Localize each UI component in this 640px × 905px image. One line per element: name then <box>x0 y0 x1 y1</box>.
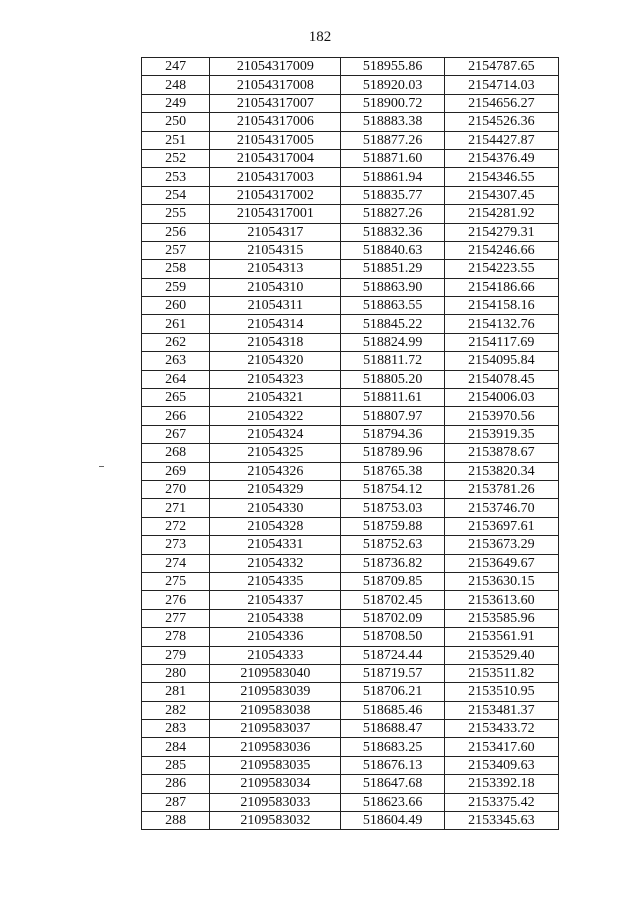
table-row <box>142 76 559 94</box>
table-row <box>142 646 559 664</box>
y-coordinate-cell: 2154132.76 <box>444 315 558 333</box>
y-coordinate-cell: 2153613.60 <box>444 591 558 609</box>
x-coordinate-cell: 518955.86 <box>341 58 444 76</box>
y-coordinate-cell: 2154279.31 <box>444 223 558 241</box>
x-coordinate-cell: 518724.44 <box>341 646 444 664</box>
point-id-cell: 21054311 <box>210 297 341 315</box>
x-coordinate-cell: 518688.47 <box>341 720 444 738</box>
x-coordinate-cell: 518709.85 <box>341 572 444 590</box>
row-number-cell: 273 <box>142 536 210 554</box>
table-row <box>142 812 559 830</box>
row-number-cell: 263 <box>142 352 210 370</box>
table-row <box>142 738 559 756</box>
x-coordinate-cell: 518863.90 <box>341 278 444 296</box>
y-coordinate-cell: 2153511.82 <box>444 664 558 682</box>
y-coordinate-cell: 2153781.26 <box>444 480 558 498</box>
y-coordinate-cell: 2154078.45 <box>444 370 558 388</box>
x-coordinate-cell: 518832.36 <box>341 223 444 241</box>
point-id-cell: 21054324 <box>210 425 341 443</box>
x-coordinate-cell: 518706.21 <box>341 683 444 701</box>
point-id-cell: 21054333 <box>210 646 341 664</box>
table-row <box>142 628 559 646</box>
point-id-cell: 21054337 <box>210 591 341 609</box>
point-id-cell: 2109583038 <box>210 701 341 719</box>
x-coordinate-cell: 518623.66 <box>341 793 444 811</box>
x-coordinate-cell: 518920.03 <box>341 76 444 94</box>
row-number-cell: 274 <box>142 554 210 572</box>
table-row <box>142 701 559 719</box>
y-coordinate-cell: 2154307.45 <box>444 186 558 204</box>
y-coordinate-cell: 2154186.66 <box>444 278 558 296</box>
row-number-cell: 249 <box>142 94 210 112</box>
table-row <box>142 186 559 204</box>
point-id-cell: 21054317005 <box>210 131 341 149</box>
y-coordinate-cell: 2154346.55 <box>444 168 558 186</box>
coordinates-table <box>141 57 559 830</box>
row-number-cell: 269 <box>142 462 210 480</box>
row-number-cell: 287 <box>142 793 210 811</box>
point-id-cell: 21054332 <box>210 554 341 572</box>
x-coordinate-cell: 518647.68 <box>341 775 444 793</box>
point-id-cell: 2109583036 <box>210 738 341 756</box>
row-number-cell: 247 <box>142 58 210 76</box>
x-coordinate-cell: 518824.99 <box>341 333 444 351</box>
y-coordinate-cell: 2154714.03 <box>444 76 558 94</box>
table-row <box>142 775 559 793</box>
x-coordinate-cell: 518805.20 <box>341 370 444 388</box>
row-number-cell: 260 <box>142 297 210 315</box>
x-coordinate-cell: 518736.82 <box>341 554 444 572</box>
x-coordinate-cell: 518835.77 <box>341 186 444 204</box>
y-coordinate-cell: 2153970.56 <box>444 407 558 425</box>
table-row <box>142 278 559 296</box>
point-id-cell: 21054317006 <box>210 113 341 131</box>
row-number-cell: 250 <box>142 113 210 131</box>
point-id-cell: 2109583032 <box>210 812 341 830</box>
point-id-cell: 21054317004 <box>210 149 341 167</box>
point-id-cell: 21054314 <box>210 315 341 333</box>
row-number-cell: 285 <box>142 756 210 774</box>
y-coordinate-cell: 2153417.60 <box>444 738 558 756</box>
y-coordinate-cell: 2153649.67 <box>444 554 558 572</box>
table-row <box>142 241 559 259</box>
x-coordinate-cell: 518807.97 <box>341 407 444 425</box>
table-row <box>142 113 559 131</box>
table-row <box>142 260 559 278</box>
x-coordinate-cell: 518827.26 <box>341 205 444 223</box>
row-number-cell: 264 <box>142 370 210 388</box>
y-coordinate-cell: 2154246.66 <box>444 241 558 259</box>
y-coordinate-cell: 2154526.36 <box>444 113 558 131</box>
y-coordinate-cell: 2153375.42 <box>444 793 558 811</box>
row-number-cell: 270 <box>142 480 210 498</box>
table-row <box>142 149 559 167</box>
point-id-cell: 21054326 <box>210 462 341 480</box>
point-id-cell: 21054317002 <box>210 186 341 204</box>
point-id-cell: 21054336 <box>210 628 341 646</box>
table-row <box>142 591 559 609</box>
x-coordinate-cell: 518861.94 <box>341 168 444 186</box>
table-row <box>142 793 559 811</box>
table-row <box>142 756 559 774</box>
y-coordinate-cell: 2154117.69 <box>444 333 558 351</box>
row-number-cell: 279 <box>142 646 210 664</box>
y-coordinate-cell: 2154281.92 <box>444 205 558 223</box>
row-number-cell: 272 <box>142 517 210 535</box>
table-row <box>142 664 559 682</box>
point-id-cell: 21054313 <box>210 260 341 278</box>
x-coordinate-cell: 518794.36 <box>341 425 444 443</box>
y-coordinate-cell: 2153673.29 <box>444 536 558 554</box>
row-number-cell: 259 <box>142 278 210 296</box>
point-id-cell: 21054321 <box>210 389 341 407</box>
point-id-cell: 21054318 <box>210 333 341 351</box>
row-number-cell: 258 <box>142 260 210 278</box>
table-row <box>142 58 559 76</box>
table-row <box>142 425 559 443</box>
row-number-cell: 288 <box>142 812 210 830</box>
x-coordinate-cell: 518877.26 <box>341 131 444 149</box>
x-coordinate-cell: 518845.22 <box>341 315 444 333</box>
x-coordinate-cell: 518685.46 <box>341 701 444 719</box>
row-number-cell: 276 <box>142 591 210 609</box>
row-number-cell: 266 <box>142 407 210 425</box>
row-number-cell: 271 <box>142 499 210 517</box>
point-id-cell: 21054338 <box>210 609 341 627</box>
x-coordinate-cell: 518840.63 <box>341 241 444 259</box>
point-id-cell: 21054331 <box>210 536 341 554</box>
y-coordinate-cell: 2153561.91 <box>444 628 558 646</box>
y-coordinate-cell: 2153820.34 <box>444 462 558 480</box>
table-row <box>142 444 559 462</box>
point-id-cell: 21054320 <box>210 352 341 370</box>
x-coordinate-cell: 518765.38 <box>341 462 444 480</box>
row-number-cell: 284 <box>142 738 210 756</box>
point-id-cell: 2109583037 <box>210 720 341 738</box>
x-coordinate-cell: 518702.45 <box>341 591 444 609</box>
y-coordinate-cell: 2153345.63 <box>444 812 558 830</box>
y-coordinate-cell: 2153529.40 <box>444 646 558 664</box>
row-number-cell: 268 <box>142 444 210 462</box>
table-row <box>142 205 559 223</box>
row-number-cell: 248 <box>142 76 210 94</box>
y-coordinate-cell: 2154095.84 <box>444 352 558 370</box>
coordinates-table-body <box>142 58 559 830</box>
point-id-cell: 2109583033 <box>210 793 341 811</box>
y-coordinate-cell: 2153697.61 <box>444 517 558 535</box>
table-row <box>142 517 559 535</box>
point-id-cell: 2109583035 <box>210 756 341 774</box>
table-row <box>142 223 559 241</box>
table-row <box>142 407 559 425</box>
y-coordinate-cell: 2153630.15 <box>444 572 558 590</box>
row-number-cell: 254 <box>142 186 210 204</box>
x-coordinate-cell: 518676.13 <box>341 756 444 774</box>
row-number-cell: 281 <box>142 683 210 701</box>
table-row <box>142 480 559 498</box>
row-number-cell: 257 <box>142 241 210 259</box>
y-coordinate-cell: 2154376.49 <box>444 149 558 167</box>
row-number-cell: 252 <box>142 149 210 167</box>
table-row <box>142 315 559 333</box>
table-row <box>142 554 559 572</box>
y-coordinate-cell: 2154427.87 <box>444 131 558 149</box>
y-coordinate-cell: 2153746.70 <box>444 499 558 517</box>
margin-mark <box>99 466 104 467</box>
y-coordinate-cell: 2154223.55 <box>444 260 558 278</box>
x-coordinate-cell: 518871.60 <box>341 149 444 167</box>
row-number-cell: 265 <box>142 389 210 407</box>
row-number-cell: 253 <box>142 168 210 186</box>
row-number-cell: 282 <box>142 701 210 719</box>
table-row <box>142 370 559 388</box>
table-row <box>142 168 559 186</box>
table-row <box>142 499 559 517</box>
point-id-cell: 21054330 <box>210 499 341 517</box>
x-coordinate-cell: 518811.72 <box>341 352 444 370</box>
table-row <box>142 572 559 590</box>
y-coordinate-cell: 2153433.72 <box>444 720 558 738</box>
point-id-cell: 21054310 <box>210 278 341 296</box>
row-number-cell: 280 <box>142 664 210 682</box>
x-coordinate-cell: 518719.57 <box>341 664 444 682</box>
row-number-cell: 261 <box>142 315 210 333</box>
point-id-cell: 21054328 <box>210 517 341 535</box>
table-row <box>142 131 559 149</box>
x-coordinate-cell: 518754.12 <box>341 480 444 498</box>
x-coordinate-cell: 518759.88 <box>341 517 444 535</box>
table-row <box>142 609 559 627</box>
point-id-cell: 2109583034 <box>210 775 341 793</box>
row-number-cell: 277 <box>142 609 210 627</box>
x-coordinate-cell: 518708.50 <box>341 628 444 646</box>
point-id-cell: 21054335 <box>210 572 341 590</box>
point-id-cell: 21054325 <box>210 444 341 462</box>
table-row <box>142 720 559 738</box>
x-coordinate-cell: 518752.63 <box>341 536 444 554</box>
y-coordinate-cell: 2153392.18 <box>444 775 558 793</box>
x-coordinate-cell: 518604.49 <box>341 812 444 830</box>
y-coordinate-cell: 2153585.96 <box>444 609 558 627</box>
point-id-cell: 21054317009 <box>210 58 341 76</box>
point-id-cell: 21054323 <box>210 370 341 388</box>
y-coordinate-cell: 2154158.16 <box>444 297 558 315</box>
y-coordinate-cell: 2154787.65 <box>444 58 558 76</box>
row-number-cell: 251 <box>142 131 210 149</box>
row-number-cell: 262 <box>142 333 210 351</box>
table-row <box>142 297 559 315</box>
y-coordinate-cell: 2153481.37 <box>444 701 558 719</box>
table-row <box>142 683 559 701</box>
row-number-cell: 256 <box>142 223 210 241</box>
x-coordinate-cell: 518789.96 <box>341 444 444 462</box>
point-id-cell: 2109583039 <box>210 683 341 701</box>
row-number-cell: 278 <box>142 628 210 646</box>
point-id-cell: 21054315 <box>210 241 341 259</box>
point-id-cell: 21054317008 <box>210 76 341 94</box>
y-coordinate-cell: 2153409.63 <box>444 756 558 774</box>
point-id-cell: 21054322 <box>210 407 341 425</box>
row-number-cell: 283 <box>142 720 210 738</box>
x-coordinate-cell: 518702.09 <box>341 609 444 627</box>
point-id-cell: 21054317003 <box>210 168 341 186</box>
y-coordinate-cell: 2154006.03 <box>444 389 558 407</box>
row-number-cell: 286 <box>142 775 210 793</box>
row-number-cell: 267 <box>142 425 210 443</box>
y-coordinate-cell: 2153510.95 <box>444 683 558 701</box>
x-coordinate-cell: 518683.25 <box>341 738 444 756</box>
point-id-cell: 21054329 <box>210 480 341 498</box>
y-coordinate-cell: 2153878.67 <box>444 444 558 462</box>
point-id-cell: 21054317 <box>210 223 341 241</box>
point-id-cell: 21054317007 <box>210 94 341 112</box>
x-coordinate-cell: 518811.61 <box>341 389 444 407</box>
point-id-cell: 2109583040 <box>210 664 341 682</box>
point-id-cell: 21054317001 <box>210 205 341 223</box>
table-row <box>142 462 559 480</box>
y-coordinate-cell: 2154656.27 <box>444 94 558 112</box>
row-number-cell: 255 <box>142 205 210 223</box>
row-number-cell: 275 <box>142 572 210 590</box>
page-number: 182 <box>308 29 332 45</box>
x-coordinate-cell: 518851.29 <box>341 260 444 278</box>
table-row <box>142 389 559 407</box>
x-coordinate-cell: 518883.38 <box>341 113 444 131</box>
table-row <box>142 333 559 351</box>
table-row <box>142 536 559 554</box>
table-row <box>142 94 559 112</box>
x-coordinate-cell: 518863.55 <box>341 297 444 315</box>
table-row <box>142 352 559 370</box>
x-coordinate-cell: 518900.72 <box>341 94 444 112</box>
y-coordinate-cell: 2153919.35 <box>444 425 558 443</box>
x-coordinate-cell: 518753.03 <box>341 499 444 517</box>
